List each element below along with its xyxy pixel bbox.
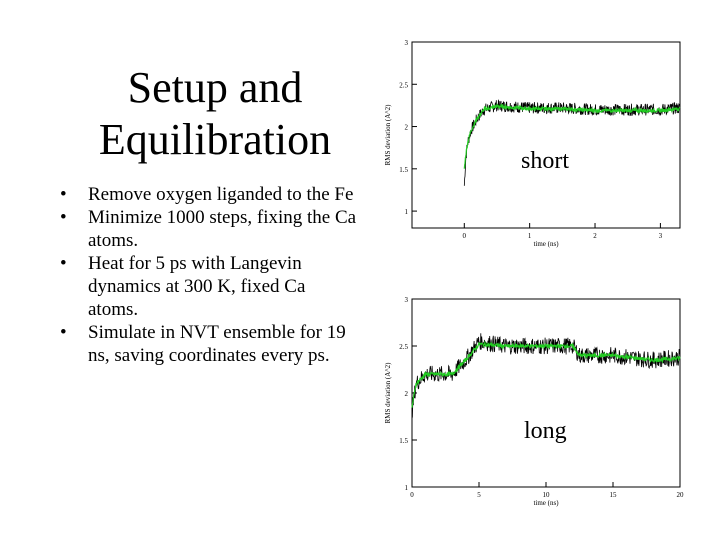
bullet-item: • Heat for 5 ps with Langevin dynamics at 300 K, fixed Ca atoms.: [58, 252, 358, 321]
rmsd-long-chart-svg: [370, 285, 715, 520]
y-tick-label: 2: [404, 123, 408, 132]
bullet-item: • Minimize 1000 steps, fixing the Ca atoms.: [58, 206, 358, 252]
bullet-item: • Remove oxygen liganded to the Fe: [58, 183, 358, 206]
y-tick-label: 1.5: [399, 437, 408, 445]
x-tick-label: 20: [676, 491, 684, 499]
chart-label-long: long: [524, 418, 567, 444]
y-tick-label: 1.5: [399, 165, 408, 174]
rmsd-short-chart: [370, 28, 715, 253]
slide-title: [70, 62, 360, 166]
plot-frame: [412, 42, 680, 228]
x-tick-label: 10: [542, 491, 550, 499]
bullet-list: [58, 183, 358, 367]
rmsd-long-chart: [370, 285, 715, 520]
x-tick-label: 0: [462, 232, 467, 240]
y-axis-label: RMS deviation (A^2): [384, 362, 392, 424]
y-tick-label: 3: [404, 39, 408, 47]
plot-frame: [412, 299, 680, 487]
series-line-1: [464, 105, 680, 169]
slide-title-line-2: Equilibration: [98, 115, 332, 164]
y-axis-label: RMS deviation (A^2): [384, 104, 392, 166]
y-tick-label: 2.5: [399, 81, 408, 90]
x-tick-label: 0: [410, 491, 414, 499]
y-tick-label: 1: [404, 484, 408, 492]
bullet-item: • Simulate in NVT ensemble for 19 ns, saving coordinates every ps.: [58, 321, 358, 367]
y-tick-label: 3: [404, 296, 408, 304]
x-tick-label: 15: [609, 491, 617, 499]
x-tick-label: 1: [527, 232, 532, 240]
x-axis-label: time (ns): [533, 499, 559, 507]
x-tick-label: 2: [593, 232, 597, 240]
y-tick-label: 2.5: [399, 343, 408, 351]
rmsd-short-chart-svg: [370, 28, 715, 253]
x-axis-label: time (ns): [533, 240, 559, 248]
x-tick-label: 5: [477, 491, 481, 499]
y-tick-label: 1: [404, 208, 408, 217]
slide-title-line-1: Setup and: [127, 63, 303, 112]
x-tick-label: 3: [658, 232, 663, 240]
chart-label-short: short: [521, 148, 569, 174]
y-tick-label: 2: [404, 390, 408, 398]
